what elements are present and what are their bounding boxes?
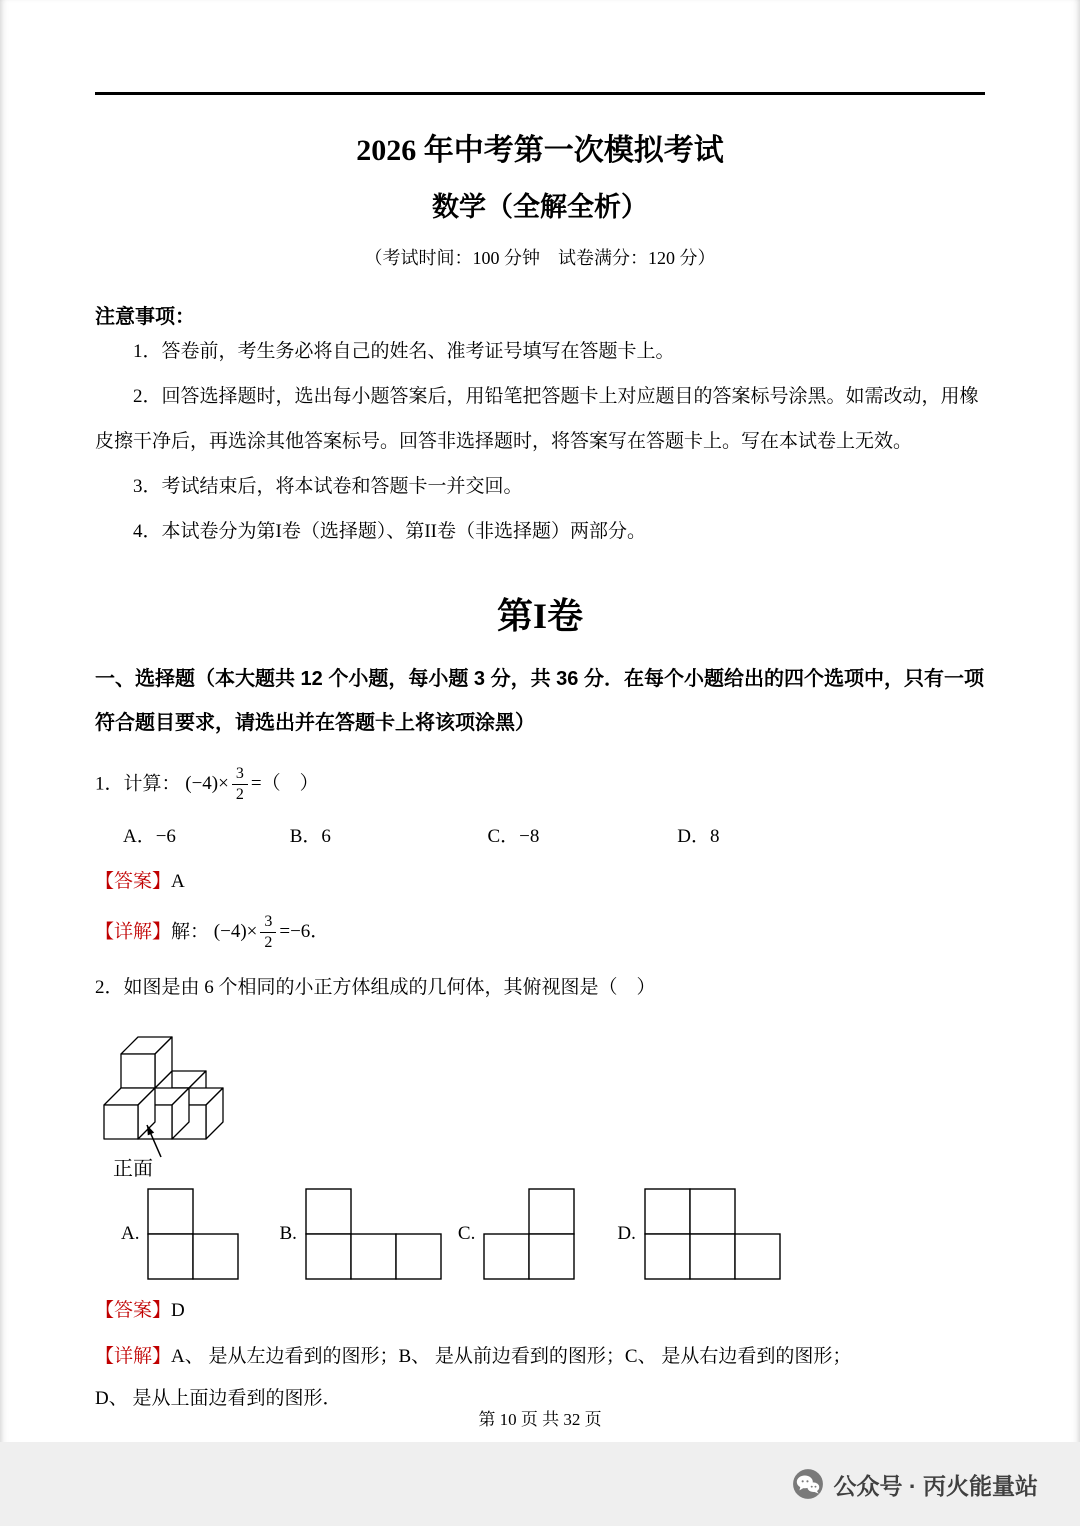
q2-answer: D [171, 1299, 185, 1321]
q2-option-c [458, 1188, 575, 1280]
q1-answer: A [171, 870, 185, 892]
q1-options [95, 821, 985, 848]
cube-figure [99, 1009, 249, 1179]
q1-stem-prefix: 1．计算： [95, 773, 181, 795]
q1-expr-close: =（ ） [250, 773, 319, 795]
q2-option-d [617, 1188, 780, 1280]
q2-detail-text1: A、 是从左边看到的图形；B、 是从前边看到的图形；C、 是从右边看到的图形； [171, 1345, 852, 1367]
note-item-3: 3．考试结束后，将本试卷和答题卡一并交回。 [133, 476, 523, 497]
detail-tag: 【详解】 [95, 1345, 172, 1367]
q1-detail-expression [213, 912, 330, 952]
q2-option-a-label: A. [121, 1222, 140, 1244]
q1-detail-frac-denominator: 2 [264, 934, 273, 952]
q2-shape-a [147, 1188, 239, 1280]
part1-title: 第I卷 [496, 596, 583, 636]
bottom-band [0, 1442, 1080, 1526]
q1-option-b: B．6 [289, 825, 331, 847]
exam-subtitle: 数学（全解全析） [432, 192, 648, 222]
q2-option-b [279, 1188, 441, 1280]
q1-detail-prefix: 解： [171, 921, 210, 943]
q1-option-c: C．−8 [487, 825, 540, 847]
section-heading: 一、选择题（本大题共 12 个小题，每小题 3 分，共 36 分．在每个小题给出的四个选项中，只有一项符合题目要求，请选出并在答题卡上将该项涂黑） [95, 668, 984, 734]
q1-expression [185, 765, 319, 804]
top-rule [95, 92, 985, 95]
notes-heading: 注意事项： [95, 306, 195, 328]
q1-stem [95, 765, 985, 805]
q1-detail-line [95, 913, 985, 953]
q2-shape-b [305, 1188, 442, 1280]
q2-detail-line2: D、 是从上面边看到的图形． [95, 1387, 342, 1409]
q2-option-d-label: D. [617, 1222, 636, 1244]
q2-figure-wrap [99, 1009, 985, 1184]
q1-answer-line [95, 867, 985, 897]
q2-stem: 2．如图是由 6 个相同的小正方体组成的几何体，其俯视图是（ ） [95, 976, 656, 998]
note-item-2: 2．回答选择题时，选出每小题答案后，用铅笔把答题卡上对应题目的答案标号涂黑。如需改动，用橡皮擦干净后，再选涂其他答案标号。回答非选择题时，将答案写在答题卡上。写在本试卷上无效。 [95, 386, 979, 452]
q1-detail-expr-open: (−4)× [213, 921, 258, 943]
q1-option-a: A．−6 [123, 825, 176, 847]
q1-frac-numerator: 3 [232, 765, 248, 785]
page-content [0, 92, 1080, 1420]
answer-tag: 【答案】 [95, 1299, 172, 1321]
q2-option-a [121, 1188, 239, 1280]
q2-answer-line [95, 1296, 985, 1326]
exam-title: 2026 年中考第一次模拟考试 [356, 134, 724, 167]
q1-frac-denominator: 2 [235, 786, 244, 804]
detail-tag: 【详解】 [95, 921, 172, 943]
q1-option-d: D．8 [677, 825, 720, 847]
answer-tag: 【答案】 [95, 870, 172, 892]
exam-info: （考试时间：100 分钟 试卷满分：120 分） [364, 248, 716, 268]
q2-shape-c [483, 1188, 575, 1280]
q1-fraction [232, 765, 248, 805]
q2-detail-line1 [95, 1336, 985, 1378]
front-label: 正面 [113, 1157, 153, 1179]
watermark [792, 1468, 1080, 1501]
q1-expr-open: (−4)× [185, 773, 229, 795]
q1-detail-fraction [260, 913, 276, 953]
q2-shape-d [644, 1188, 781, 1280]
wechat-icon [792, 1468, 824, 1500]
q2-option-b-label: B. [279, 1222, 297, 1244]
note-item-1: 1．答卷前，考生务必将自己的姓名、准考证号填写在答题卡上。 [133, 341, 675, 362]
watermark-text: 公众号 · 丙火能量站 [833, 1472, 1038, 1499]
q2-options [95, 1188, 985, 1280]
note-item-4: 4．本试卷分为第I卷（选择题）、第II卷（非选择题）两部分。 [133, 521, 646, 542]
q2-option-c-label: C. [457, 1222, 476, 1244]
q1-detail-expr-close: =−6． [279, 921, 330, 943]
page-footer: 第 10 页 共 32 页 [478, 1410, 602, 1429]
q1-detail-frac-numerator: 3 [260, 913, 276, 933]
